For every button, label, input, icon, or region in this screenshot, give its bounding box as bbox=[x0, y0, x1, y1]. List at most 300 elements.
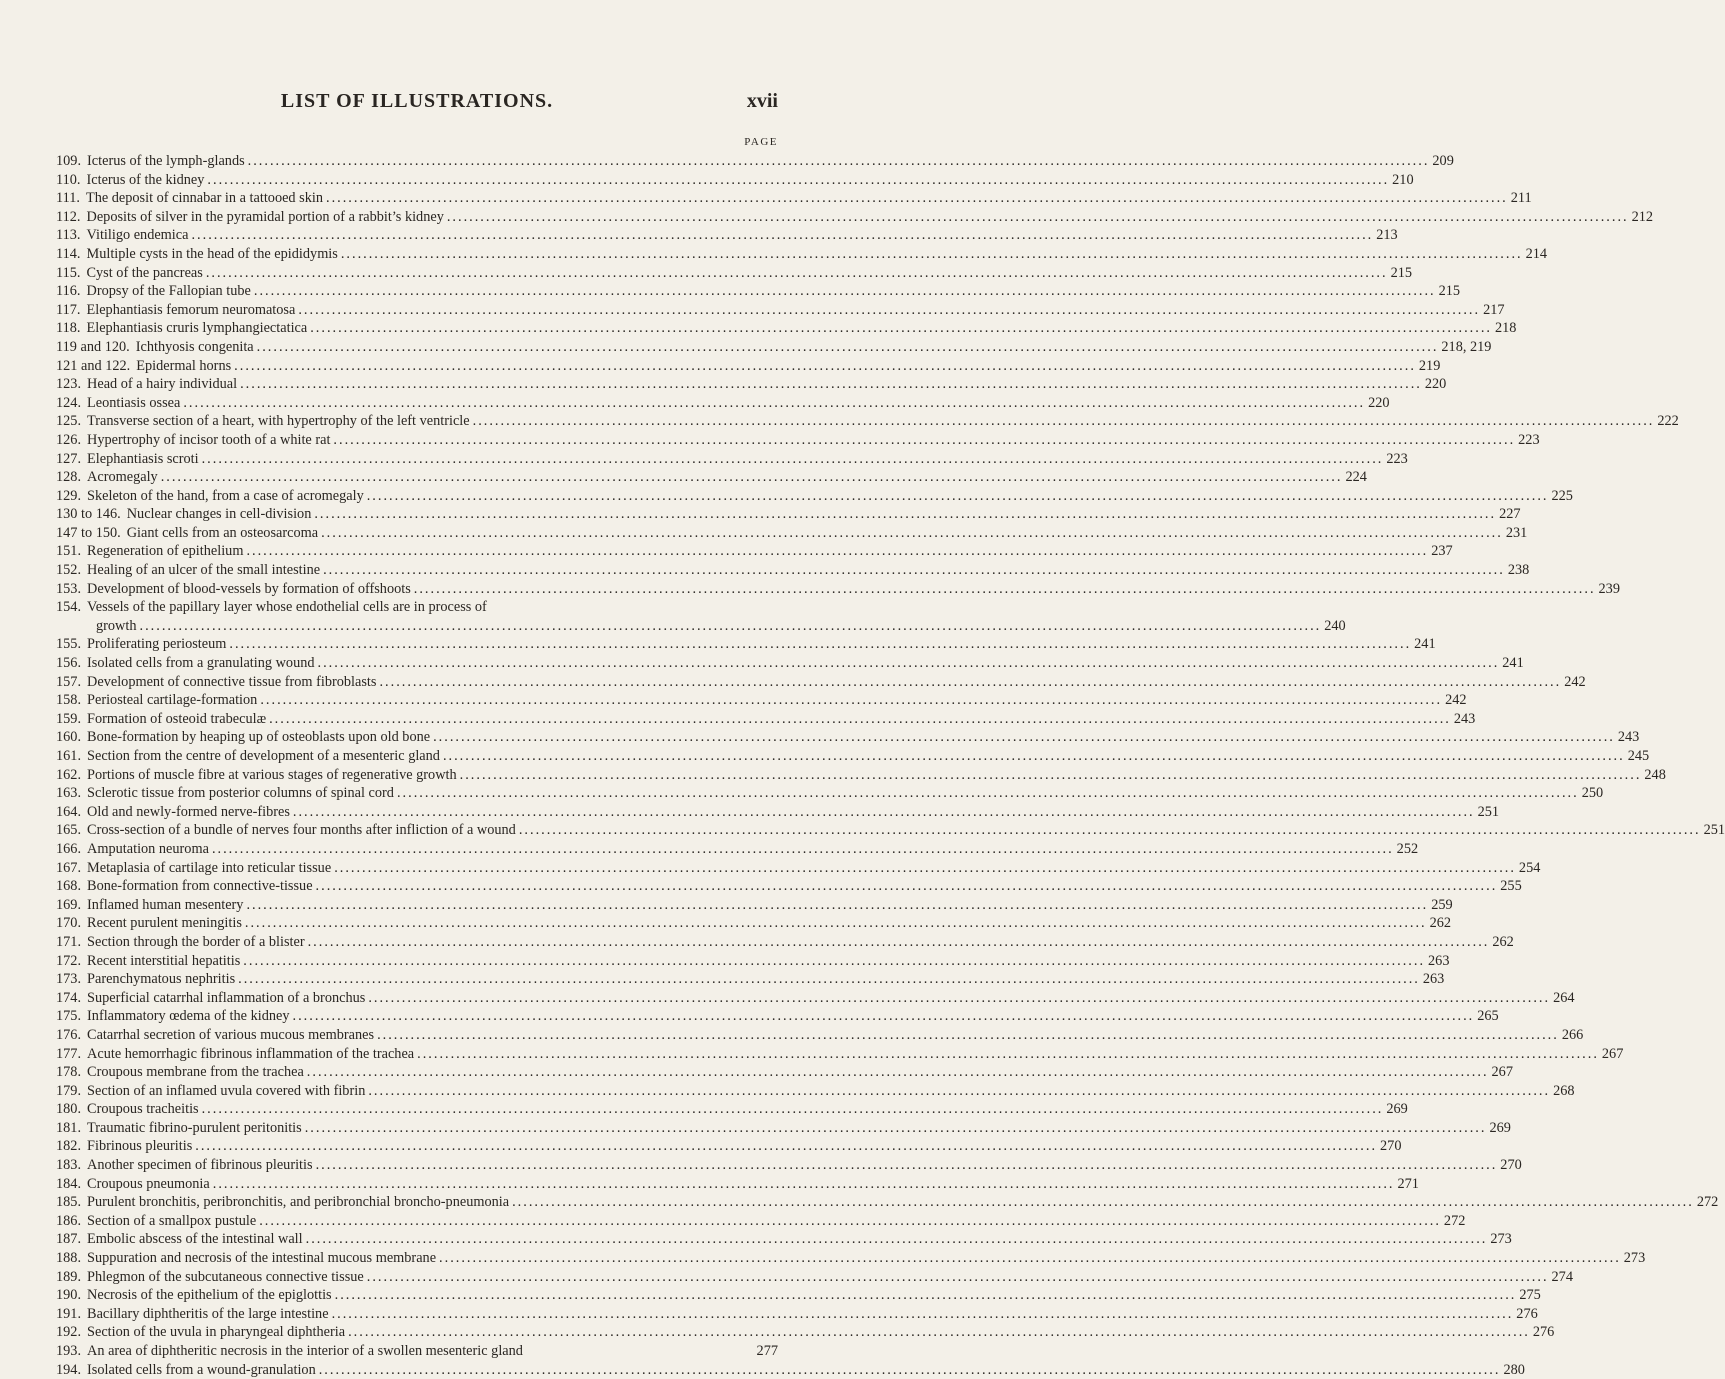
figure-number: 121 and 122. bbox=[56, 357, 131, 374]
dot-leader bbox=[316, 877, 1498, 896]
dot-leader bbox=[310, 319, 1492, 338]
list-item bbox=[56, 412, 1679, 431]
page-reference: 269 bbox=[1386, 1101, 1408, 1118]
list-item bbox=[56, 152, 1454, 171]
figure-number: 180. bbox=[56, 1101, 82, 1118]
page-reference: 215 bbox=[1438, 283, 1461, 300]
dot-leader bbox=[321, 524, 1503, 543]
page-reference: 220 bbox=[1368, 394, 1390, 411]
figure-caption: Inflamed human mesentery bbox=[87, 896, 244, 913]
figure-number: 110. bbox=[56, 171, 81, 188]
dot-leader bbox=[319, 1361, 1501, 1379]
figure-caption: Sclerotic tissue from posterior columns of spinal cord bbox=[87, 785, 394, 802]
figure-number: 169. bbox=[56, 896, 82, 913]
dot-leader bbox=[318, 654, 1500, 673]
dot-leader bbox=[306, 1230, 1488, 1249]
dot-leader bbox=[207, 171, 1389, 190]
figure-caption: Healing of an ulcer of the small intestine bbox=[87, 562, 321, 579]
figure-number: 124. bbox=[56, 394, 82, 411]
page-reference: 276 bbox=[1532, 1324, 1555, 1341]
list-item bbox=[56, 301, 1505, 320]
figure-number: 186. bbox=[56, 1212, 82, 1229]
figure-caption: Leontiasis ossea bbox=[87, 394, 181, 411]
page-reference: 259 bbox=[1431, 896, 1453, 913]
list-item bbox=[56, 598, 778, 617]
figure-number: 167. bbox=[56, 859, 82, 876]
dot-leader bbox=[257, 338, 1439, 357]
figure-caption: Bone-formation by heaping up of osteoblasts upon old bone bbox=[87, 729, 431, 746]
page-reference: 251 bbox=[1477, 803, 1500, 820]
figure-number: 183. bbox=[56, 1157, 82, 1174]
page-reference: 273 bbox=[1490, 1231, 1512, 1248]
figure-caption: Parenchymatous nephritis bbox=[87, 971, 236, 988]
dot-leader bbox=[183, 394, 1365, 413]
list-item bbox=[56, 375, 1447, 394]
figure-number: 174. bbox=[56, 989, 82, 1006]
dot-leader bbox=[439, 1249, 1621, 1268]
figure-number: 119 and 120. bbox=[56, 338, 130, 355]
dot-leader bbox=[326, 189, 1508, 208]
figure-number: 166. bbox=[56, 840, 82, 857]
page-reference: 252 bbox=[1396, 840, 1419, 857]
list-item bbox=[56, 989, 1575, 1008]
figure-caption: Croupous membrane from the trachea bbox=[87, 1064, 304, 1081]
page-reference: 227 bbox=[1499, 506, 1521, 523]
figure-number: 123. bbox=[56, 376, 82, 393]
figure-number: 157. bbox=[56, 673, 82, 690]
list-item bbox=[56, 747, 1650, 766]
figure-caption: Ichthyosis congenita bbox=[135, 338, 254, 355]
dot-leader bbox=[443, 747, 1625, 766]
figure-caption: Necrosis of the epithelium of the epiglottis bbox=[87, 1287, 332, 1304]
figure-number: 155. bbox=[56, 636, 82, 653]
list-item bbox=[56, 1100, 1408, 1119]
page-reference: 262 bbox=[1492, 933, 1514, 950]
page-reference: 219 bbox=[1418, 357, 1441, 374]
figure-number: 170. bbox=[56, 915, 82, 932]
figure-caption: Dropsy of the Fallopian tube bbox=[86, 283, 251, 300]
page-reference: 267 bbox=[1491, 1064, 1513, 1081]
dot-leader bbox=[433, 728, 1615, 747]
figure-caption: Skeleton of the hand, from a case of acromegaly bbox=[87, 487, 364, 504]
dot-leader bbox=[368, 989, 1550, 1008]
figure-number: 114. bbox=[56, 245, 81, 262]
figure-caption: Purulent bronchitis, peribronchitis, and peribronchial broncho-pneumonia bbox=[87, 1194, 510, 1211]
list-item bbox=[56, 728, 1640, 747]
figure-number: 156. bbox=[56, 655, 82, 672]
page-reference: 239 bbox=[1598, 580, 1620, 597]
page-reference: 273 bbox=[1623, 1250, 1646, 1267]
dot-leader bbox=[259, 1212, 1441, 1231]
list-item bbox=[56, 282, 1461, 301]
list-item bbox=[56, 468, 1367, 487]
figure-caption: Section from the centre of development of a mesenteric gland bbox=[87, 748, 440, 764]
figure-caption: Inflammatory œdema of the kidney bbox=[87, 1008, 290, 1025]
figure-caption: Icterus of the lymph-glands bbox=[87, 153, 245, 169]
list-item bbox=[56, 338, 1492, 357]
list-item bbox=[56, 691, 1467, 710]
list-item bbox=[56, 654, 1524, 673]
page-reference: 243 bbox=[1617, 729, 1640, 746]
dot-leader bbox=[240, 375, 1422, 394]
page-reference: 264 bbox=[1553, 989, 1575, 1006]
figure-number: 153. bbox=[56, 580, 82, 597]
figure-number: 191. bbox=[56, 1305, 82, 1322]
list-item bbox=[56, 450, 1408, 469]
figure-caption: Catarrhal secretion of various mucous membranes bbox=[87, 1026, 375, 1043]
page-reference: 270 bbox=[1500, 1157, 1522, 1174]
figure-caption: Isolated cells from a wound-granulation bbox=[87, 1361, 316, 1378]
list-item bbox=[56, 784, 1604, 803]
dot-leader bbox=[269, 710, 1451, 729]
figure-caption: The deposit of cinnabar in a tattooed skin bbox=[85, 190, 323, 207]
page-reference: 272 bbox=[1443, 1212, 1466, 1229]
list-item bbox=[56, 1268, 1573, 1287]
page-reference: 274 bbox=[1551, 1268, 1573, 1285]
list-item bbox=[56, 1175, 1419, 1194]
figure-caption: Suppuration and necrosis of the intestinal mucous membrane bbox=[87, 1250, 437, 1267]
figure-number: 164. bbox=[56, 803, 82, 820]
dot-leader bbox=[298, 301, 1480, 320]
figure-caption: Development of connective tissue from fibroblasts bbox=[87, 673, 377, 690]
dot-leader bbox=[248, 152, 1430, 171]
list-item bbox=[56, 617, 1346, 636]
figure-caption: Section of an inflamed uvula covered with fibrin bbox=[87, 1082, 366, 1099]
page-reference: 277 bbox=[756, 1343, 778, 1359]
dot-leader bbox=[334, 859, 1516, 878]
figure-number: 115. bbox=[56, 264, 81, 281]
figure-number: 177. bbox=[56, 1045, 82, 1062]
page-reference: 220 bbox=[1424, 376, 1447, 393]
list-item bbox=[56, 1212, 1466, 1231]
figure-caption: Periosteal cartilage-formation bbox=[87, 692, 258, 709]
figure-caption: Vitiligo endemica bbox=[86, 227, 189, 244]
page-reference: 251 bbox=[1703, 822, 1725, 839]
figure-number: 187. bbox=[56, 1231, 82, 1248]
dot-leader bbox=[308, 933, 1490, 952]
list-item bbox=[56, 1305, 1538, 1324]
figure-number: 184. bbox=[56, 1175, 82, 1192]
dot-leader bbox=[202, 1100, 1384, 1119]
figure-caption: Epidermal horns bbox=[136, 357, 232, 374]
list-item bbox=[56, 487, 1573, 506]
page-reference: 248 bbox=[1644, 766, 1666, 783]
figure-number: 158. bbox=[56, 692, 82, 709]
dot-leader bbox=[348, 1323, 1530, 1342]
figure-number: 125. bbox=[56, 413, 82, 430]
dot-leader bbox=[367, 1268, 1549, 1287]
page-reference: 276 bbox=[1516, 1305, 1538, 1322]
dot-leader bbox=[234, 357, 1416, 376]
figure-caption: Isolated cells from a granulating wound bbox=[87, 655, 315, 672]
dot-leader bbox=[368, 1082, 1550, 1101]
figure-number: 160. bbox=[56, 729, 82, 746]
figure-caption: Hypertrophy of incisor tooth of a white rat bbox=[87, 431, 331, 448]
dot-leader bbox=[379, 673, 1561, 692]
list-item bbox=[56, 264, 1413, 283]
figure-caption: Another specimen of fibrinous pleuritis bbox=[87, 1157, 313, 1174]
list-item bbox=[56, 1193, 1719, 1212]
dot-leader bbox=[332, 1305, 1514, 1324]
figure-number: 189. bbox=[56, 1268, 82, 1285]
figure-caption: Development of blood-vessels by formation of offshoots bbox=[87, 580, 411, 597]
figure-caption: Traumatic fibrino-purulent peritonitis bbox=[87, 1119, 302, 1136]
dot-leader bbox=[238, 970, 1420, 989]
page-reference: 245 bbox=[1627, 748, 1650, 764]
figure-caption: Phlegmon of the subcutaneous connective tissue bbox=[87, 1268, 364, 1285]
running-header bbox=[56, 90, 778, 120]
figure-number: 193. bbox=[56, 1343, 82, 1359]
dot-leader bbox=[367, 487, 1549, 506]
figure-number: 185. bbox=[56, 1194, 82, 1211]
figure-number: 181. bbox=[56, 1119, 82, 1136]
page-reference: 263 bbox=[1428, 952, 1450, 969]
figure-caption: Section of a smallpox pustule bbox=[87, 1212, 257, 1229]
figure-caption: Elephantiasis femorum neuromatosa bbox=[86, 301, 296, 318]
page-reference: 237 bbox=[1431, 543, 1453, 560]
page-reference: 240 bbox=[1324, 617, 1346, 634]
figure-caption: Bone-formation from connective-tissue bbox=[87, 878, 313, 895]
figure-caption: Superficial catarrhal inflammation of a bronchus bbox=[87, 989, 366, 1006]
list-item bbox=[56, 1361, 1525, 1379]
figure-number: 128. bbox=[56, 469, 82, 486]
page-reference: 275 bbox=[1519, 1287, 1541, 1304]
page-reference: 212 bbox=[1631, 208, 1654, 225]
figure-number: 129. bbox=[56, 487, 82, 504]
dot-leader bbox=[195, 1137, 1377, 1156]
page-reference: 223 bbox=[1518, 431, 1540, 448]
dot-leader bbox=[202, 450, 1384, 469]
dot-leader bbox=[316, 1156, 1498, 1175]
page-number: xvii bbox=[746, 90, 778, 112]
list-item bbox=[56, 1249, 1646, 1268]
figure-caption: Croupous tracheitis bbox=[87, 1101, 199, 1118]
page-title: LIST OF ILLUSTRATIONS. bbox=[280, 90, 554, 112]
dot-leader bbox=[414, 580, 1596, 599]
list-item bbox=[56, 952, 1450, 971]
dot-leader bbox=[314, 505, 1496, 524]
figure-caption: Acromegaly bbox=[87, 469, 158, 486]
figure-number: 159. bbox=[56, 710, 82, 727]
list-item bbox=[56, 896, 1453, 915]
figure-caption: Elephantiasis cruris lymphangiectatica bbox=[86, 320, 308, 337]
list-item bbox=[56, 1045, 1624, 1064]
list-item bbox=[56, 357, 1441, 376]
page-reference: 265 bbox=[1477, 1008, 1499, 1025]
page-reference: 241 bbox=[1502, 655, 1524, 672]
page-reference: 280 bbox=[1503, 1361, 1525, 1378]
list-item bbox=[56, 1119, 1511, 1138]
figure-caption: Formation of osteoid trabeculæ bbox=[87, 710, 267, 727]
list-item bbox=[56, 561, 1530, 580]
page-column-heading: PAGE bbox=[744, 136, 778, 148]
figure-caption: Cyst of the pancreas bbox=[86, 264, 203, 281]
list-item bbox=[56, 803, 1500, 822]
list-item bbox=[56, 580, 1620, 599]
page-reference: 222 bbox=[1657, 413, 1679, 430]
page-reference: 231 bbox=[1505, 524, 1528, 541]
figure-number: 109. bbox=[56, 153, 82, 169]
page-reference: 217 bbox=[1483, 301, 1505, 318]
list-item bbox=[56, 1156, 1522, 1175]
figure-caption: Vessels of the papillary layer whose endothelial cells are in process of bbox=[87, 599, 487, 616]
dot-leader bbox=[213, 1175, 1395, 1194]
list-item bbox=[56, 189, 1532, 208]
figure-number: 152. bbox=[56, 562, 82, 579]
illustration-list bbox=[56, 152, 1725, 1379]
figure-caption: growth bbox=[96, 617, 137, 634]
page-reference: 243 bbox=[1453, 710, 1476, 727]
dot-leader bbox=[377, 1026, 1559, 1045]
page-reference: 223 bbox=[1386, 450, 1408, 467]
dot-leader bbox=[161, 468, 1343, 487]
figure-number: 194. bbox=[56, 1361, 82, 1378]
page-reference: 269 bbox=[1489, 1119, 1511, 1136]
dot-leader bbox=[341, 245, 1523, 264]
list-item bbox=[56, 1007, 1499, 1026]
list-item bbox=[56, 226, 1398, 245]
dot-leader bbox=[140, 617, 1322, 636]
page-reference: 242 bbox=[1564, 673, 1586, 690]
dot-leader bbox=[323, 561, 1505, 580]
dot-leader bbox=[254, 282, 1436, 301]
figure-caption: Amputation neuroma bbox=[87, 840, 209, 857]
figure-number: 165. bbox=[56, 822, 82, 839]
dot-leader bbox=[473, 412, 1655, 431]
figure-number: 112. bbox=[56, 208, 81, 225]
page-reference: 268 bbox=[1553, 1082, 1575, 1099]
dot-leader bbox=[447, 208, 1629, 227]
dot-leader bbox=[293, 803, 1475, 822]
figure-caption: Cross-section of a bundle of nerves four months after infliction of a wound bbox=[87, 822, 516, 839]
figure-caption: Embolic abscess of the intestinal wall bbox=[87, 1231, 303, 1248]
figure-caption: Elephantiasis scroti bbox=[87, 450, 199, 467]
figure-number: 182. bbox=[56, 1138, 82, 1155]
figure-number: 161. bbox=[56, 748, 82, 764]
figure-caption: Croupous pneumonia bbox=[87, 1175, 210, 1192]
dot-leader bbox=[307, 1063, 1489, 1082]
page-reference: 225 bbox=[1551, 487, 1573, 504]
figure-number: 175. bbox=[56, 1008, 82, 1025]
list-item bbox=[56, 1026, 1584, 1045]
figure-number: 190. bbox=[56, 1287, 82, 1304]
figure-caption: Metaplasia of cartilage into reticular tissue bbox=[87, 859, 332, 876]
figure-caption: Icterus of the kidney bbox=[86, 171, 205, 188]
list-item bbox=[56, 394, 1390, 413]
figure-caption: Nuclear changes in cell-division bbox=[126, 506, 312, 523]
list-item bbox=[56, 208, 1654, 227]
dot-leader bbox=[212, 840, 1394, 859]
list-item bbox=[56, 245, 1548, 264]
figure-caption: Deposits of silver in the pyramidal portion of a rabbit’s kidney bbox=[86, 208, 444, 225]
figure-caption: Section of the uvula in pharyngeal diphtheria bbox=[87, 1324, 346, 1341]
figure-caption: An area of diphtheritic necrosis in the interior of a swollen mesenteric gland bbox=[87, 1343, 523, 1359]
page-reference: 214 bbox=[1525, 245, 1548, 262]
dot-leader bbox=[206, 264, 1388, 283]
figure-number: 111. bbox=[56, 190, 80, 207]
figure-number: 178. bbox=[56, 1064, 82, 1081]
figure-number: 179. bbox=[56, 1082, 82, 1099]
list-item bbox=[56, 1137, 1402, 1156]
page-reference: 271 bbox=[1397, 1175, 1419, 1192]
list-item bbox=[56, 859, 1541, 878]
page-reference: 266 bbox=[1561, 1026, 1584, 1043]
dot-leader bbox=[229, 635, 1411, 654]
list-item bbox=[56, 821, 1725, 840]
figure-number: 173. bbox=[56, 971, 82, 988]
figure-number: 192. bbox=[56, 1324, 82, 1341]
figure-number: 147 to 150. bbox=[56, 524, 121, 541]
list-item bbox=[56, 524, 1528, 543]
figure-number: 118. bbox=[56, 320, 81, 337]
page-reference: 272 bbox=[1696, 1194, 1719, 1211]
list-item bbox=[56, 1230, 1512, 1249]
list-item bbox=[56, 877, 1522, 896]
list-item bbox=[56, 505, 1521, 524]
list-item bbox=[56, 970, 1445, 989]
dot-leader bbox=[260, 691, 1442, 710]
page-reference: 250 bbox=[1581, 785, 1604, 802]
list-item bbox=[56, 1323, 1555, 1342]
figure-caption: Bacillary diphtheritis of the large intestine bbox=[87, 1305, 329, 1322]
figure-number: 117. bbox=[56, 301, 81, 318]
page-reference: 209 bbox=[1432, 153, 1454, 169]
figure-number: 172. bbox=[56, 952, 82, 969]
figure-number: 176. bbox=[56, 1026, 82, 1043]
list-item bbox=[56, 914, 1452, 933]
figure-caption: Section through the border of a blister bbox=[87, 933, 305, 950]
dot-leader bbox=[333, 431, 1515, 450]
list-item bbox=[56, 1082, 1575, 1101]
page-reference: 224 bbox=[1345, 469, 1367, 486]
dot-leader bbox=[246, 542, 1428, 561]
page-reference: 267 bbox=[1601, 1045, 1624, 1062]
dot-leader bbox=[305, 1119, 1487, 1138]
figure-number: 171. bbox=[56, 933, 82, 950]
page-reference: 242 bbox=[1445, 692, 1467, 709]
figure-number: 168. bbox=[56, 878, 82, 895]
list-item bbox=[56, 1286, 1541, 1305]
figure-caption: Transverse section of a heart, with hypertrophy of the left ventricle bbox=[87, 413, 470, 430]
figure-caption: Acute hemorrhagic fibrinous inflammation of the trachea bbox=[87, 1045, 415, 1062]
list-item bbox=[56, 542, 1453, 561]
dot-leader bbox=[293, 1007, 1475, 1026]
list-item bbox=[56, 840, 1419, 859]
dot-leader bbox=[519, 821, 1701, 840]
dot-leader bbox=[245, 914, 1427, 933]
dot-leader bbox=[397, 784, 1579, 803]
page-reference: 270 bbox=[1380, 1138, 1402, 1155]
dot-leader bbox=[246, 896, 1428, 915]
figure-number: 151. bbox=[56, 543, 82, 560]
list-item bbox=[56, 431, 1540, 450]
figure-caption: Proliferating periosteum bbox=[87, 636, 227, 653]
page-reference: 218 bbox=[1494, 320, 1517, 337]
figure-caption: Portions of muscle fibre at various stages of regenerative growth bbox=[87, 766, 457, 783]
list-item bbox=[56, 933, 1514, 952]
figure-caption: Multiple cysts in the head of the epididymis bbox=[86, 245, 338, 262]
figure-number: 163. bbox=[56, 785, 82, 802]
dot-leader bbox=[512, 1193, 1694, 1212]
list-item bbox=[56, 319, 1517, 338]
page-reference: 262 bbox=[1429, 915, 1452, 932]
figure-caption: Head of a hairy individual bbox=[87, 376, 238, 393]
figure-caption: Old and newly-formed nerve-fibres bbox=[87, 803, 290, 820]
dot-leader bbox=[460, 766, 1642, 785]
dot-leader bbox=[191, 226, 1373, 245]
dot-leader bbox=[243, 952, 1425, 971]
page-reference: 241 bbox=[1414, 636, 1436, 653]
